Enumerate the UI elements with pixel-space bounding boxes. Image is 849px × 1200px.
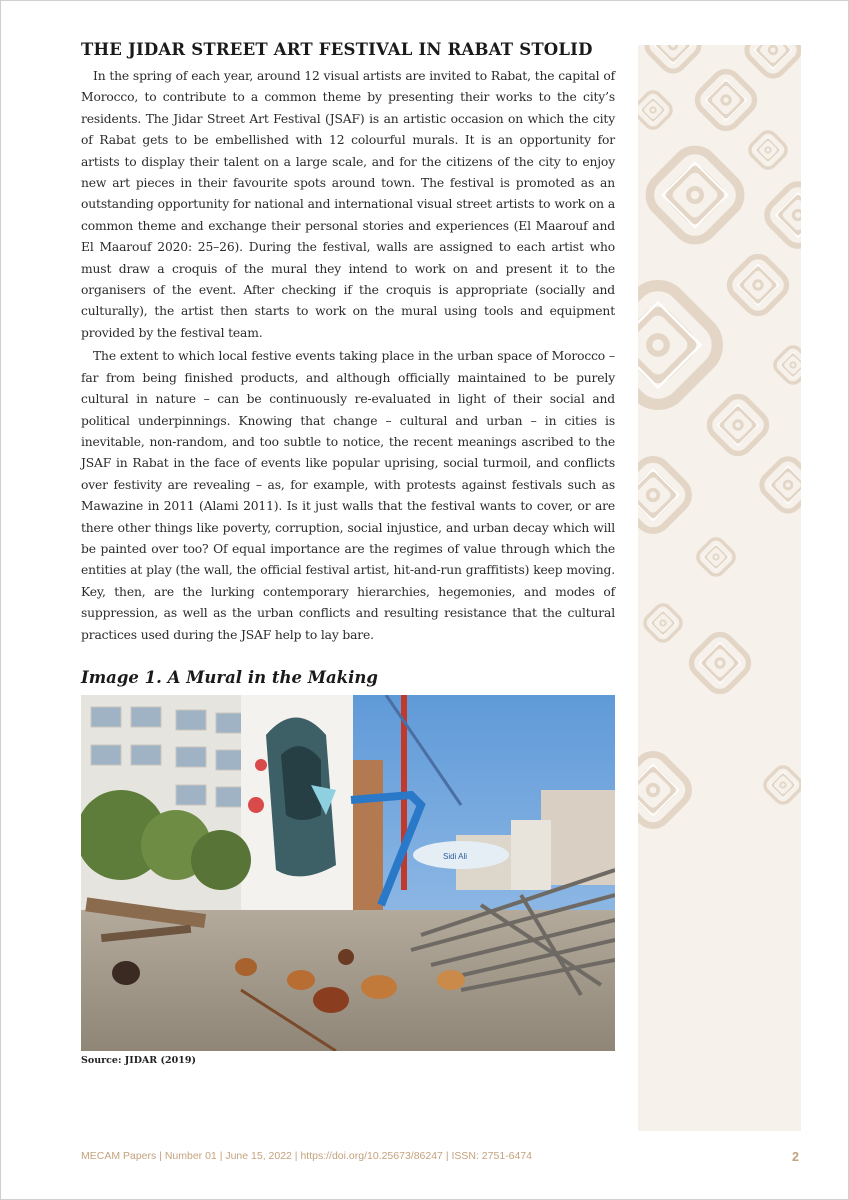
decorative-pattern-strip	[638, 45, 801, 1131]
knot-pattern-icon	[638, 45, 801, 1131]
article-body	[81, 40, 615, 1066]
figure-source: Source: JIDAR (2019)	[81, 1054, 196, 1066]
article-title: THE JIDAR STREET ART FESTIVAL IN RABAT STOLID	[81, 40, 593, 59]
paragraph-1: In the spring of each year, around 12 visual artists are invited to Rabat, the capital of Morocco, to contribute to a common theme by presenting their works to the city’s residents. The Jidar Street Art Festival (JSAF) is an artistic occasion on which the city of Rabat gets to be embellished with 12 colourful murals. It is an opportunity for artists to display their talent on a large scale, and for the citizens of the city to enjoy new art pieces in their favourite spots around town. The festival is promoted as an outstanding opportunity for national and international visual street artists to work on a common theme and exchange their personal stories and experiences (El Maarouf and El Maarouf 2020: 25–26). During the festival, walls are assigned to each artist who must draw a croquis of the mural they intend to work on and present it to the organisers of the event. After checking if the croquis is appropriate (socially and culturally), the artist then starts to work on the mural using tools and equipment provided by the festival team.	[81, 69, 615, 340]
mural-photo	[81, 695, 615, 1051]
footer-citation: MECAM Papers | Number 01 | June 15, 2022 | https://doi.org/10.25673/86247 | ISSN: 2751-6474	[81, 1150, 533, 1162]
mural-scene-image	[81, 695, 615, 1051]
page-number: 2	[792, 1150, 799, 1164]
umbrella-label: Sidi Ali	[443, 851, 468, 861]
figure-caption: Image 1. A Mural in the Making	[81, 667, 378, 687]
paragraph-2: The extent to which local festive events taking place in the urban space of Morocco – far from being finished products, and although officially maintained to be purely cultural in nature – can be continuously re-evaluated in light of their social and political underpinnings. Knowing that change – cultural and urban – in cities is inevitable, non-random, and too subtle to notice, the recent meanings ascribed to the JSAF in Rabat in the face of events like popular uprising, social turmoil, and conflicts over festivity are revealing – as, for example, with protests against festivals such as Mawazine in 2011 (Alami 2011). Is it just walls that the festival wants to cover, or are there other things like poverty, corruption, social injustice, and urban decay which will be painted over too? Of equal importance are the regimes of value through which the entities at play (the wall, the official festival artist, hit-and-run graffitists) keep moving. Key, then, are the lurking contemporary hierarchies, hegemonies, and modes of suppression, as well as the urban conflicts and resulting resistance that the cultural practices used during the JSAF help to lay bare.	[81, 349, 615, 642]
